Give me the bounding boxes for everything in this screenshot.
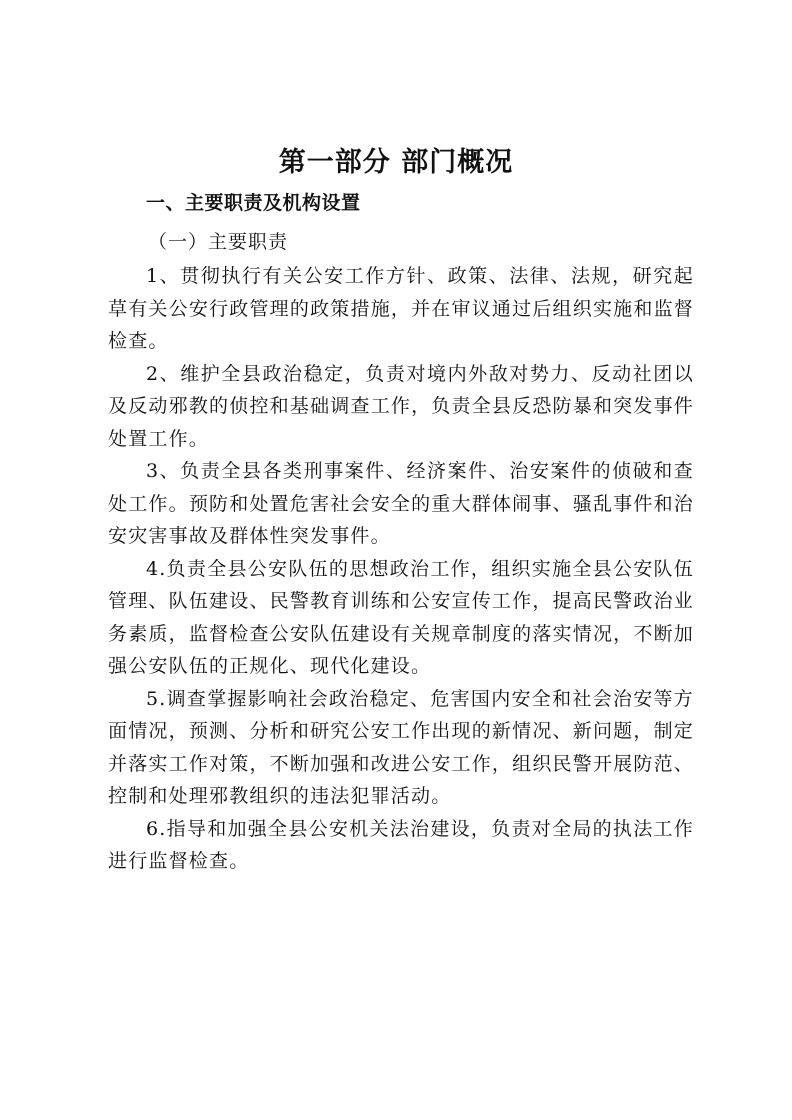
body-text (108, 260, 694, 878)
paragraph: 5.调查掌握影响社会政治稳定、危害国内安全和社会治安等方面情况，预测、分析和研究公安工作出现的新情况、新问题，制定并落实工作对策，不断加强和改进公安工作，组织民警开展防范、控制和处理邪教组织的违法犯罪活动。 (108, 687, 694, 807)
paragraph: 4.负责全县公安队伍的思想政治工作，组织实施全县公安队伍管理、队伍建设、民警教育训练和公安宣传工作，提高民警政治业务素质，监督检查公安队伍建设有关规章制度的落实情况，不断加强公安队伍的正规化、现代化建设。 (108, 557, 694, 677)
paragraph: 3、负责全县各类刑事案件、经济案件、治安案件的侦破和查处工作。预防和处置危害社会安全的重大群体闹事、骚乱事件和治安灾害事故及群体性突发事件。 (108, 460, 694, 547)
paragraph: 1、贯彻执行有关公安工作方针、政策、法律、法规，研究起草有关公安行政管理的政策措施，并在审议通过后组织实施和监督检查。 (108, 265, 694, 352)
subsection-heading: （一）主要职责 (148, 231, 289, 253)
page-title: 第一部分 部门概况 (278, 147, 514, 178)
paragraph: 2、维护全县政治稳定，负责对境内外敌对势力、反动社团以及反动邪教的侦控和基础调查工作，负责全县反恐防暴和突发事件处置工作。 (108, 362, 694, 450)
paragraph: 6.指导和加强全县公安机关法治建设，负责对全局的执法工作进行监督检查。 (108, 817, 694, 872)
section-heading: 一、主要职责及机构设置 (146, 192, 361, 214)
